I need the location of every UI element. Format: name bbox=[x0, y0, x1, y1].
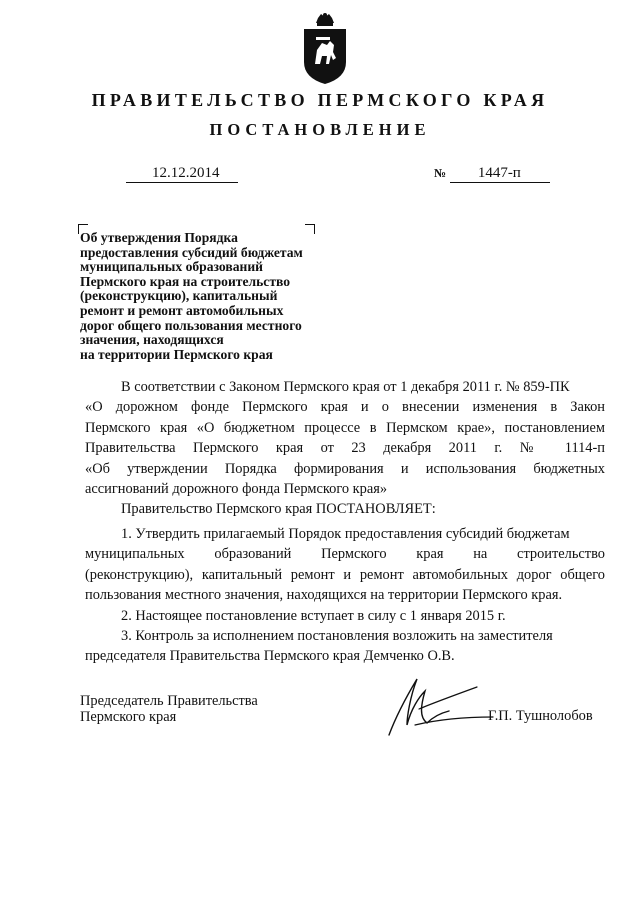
decree-number-field bbox=[434, 165, 550, 183]
signatory-position-line: Пермского края bbox=[80, 709, 177, 725]
preamble-line: ассигнований дорожного фонда Пермского края» bbox=[85, 481, 388, 498]
preamble-line: Правительства Пермского края от 23 декабря 2011 г. № 1114-п bbox=[85, 440, 605, 457]
item-1-line: (реконструкцию), капитальный ремонт и ремонт автомобильных дорог общего bbox=[85, 566, 605, 583]
decree-subject bbox=[80, 231, 380, 362]
subject-line: (реконструкцию), капитальный bbox=[80, 288, 278, 304]
resolution-statement: Правительство Пермского края ПОСТАНОВЛЯЕТ: bbox=[121, 501, 436, 518]
signatory-position-line: Председатель Правительства bbox=[80, 693, 258, 709]
item-1-paragraph bbox=[85, 524, 605, 667]
decree-date-field bbox=[126, 165, 238, 183]
handwritten-signature bbox=[385, 667, 500, 739]
preamble-line: В соответствии с Законом Пермского края от 1 декабря 2011 г. № 859-ПК bbox=[121, 379, 570, 395]
coat-of-arms-icon bbox=[300, 12, 350, 86]
subject-line: дорог общего пользования местного bbox=[80, 317, 302, 333]
item-2-line: 2. Настоящее постановление вступает в силу с 1 января 2015 г. bbox=[121, 607, 506, 624]
decree-number: 1447-п bbox=[450, 165, 550, 183]
preamble-line: Пермского края «О бюджетном процессе в Пермском крае», постановлением bbox=[85, 419, 605, 436]
document-type: ПОСТАНОВЛЕНИЕ bbox=[209, 120, 431, 139]
item-1-line: 1. Утвердить прилагаемый Порядок предоставления субсидий бюджетам bbox=[121, 526, 570, 542]
government-title: ПРАВИТЕЛЬСТВО ПЕРМСКОГО КРАЯ bbox=[91, 90, 549, 110]
subject-line: предоставления субсидий бюджетам bbox=[80, 244, 303, 260]
item-1-line: пользования местного значения, находящихся на территории Пермского края. bbox=[85, 587, 563, 604]
subject-line: ремонт и ремонт автомобильных bbox=[80, 302, 284, 318]
preamble-paragraph bbox=[85, 377, 605, 520]
subject-line: Об утверждения Порядка bbox=[80, 230, 238, 245]
preamble-line: «Об утверждении Порядка формирования и использования бюджетных bbox=[85, 460, 605, 477]
subject-line: муниципальных образований bbox=[80, 259, 264, 275]
item-3-line: председателя Правительства Пермского края Демченко О.В. bbox=[85, 648, 455, 665]
subject-line: значения, находящихся bbox=[80, 332, 224, 348]
item-3-line: 3. Контроль за исполнением постановления возложить на заместителя bbox=[121, 628, 553, 645]
signatory-position bbox=[80, 693, 258, 725]
signatory-name: Г.П. Тушнолобов bbox=[488, 708, 593, 724]
number-sign: № bbox=[434, 166, 447, 180]
decree-date: 12.12.2014 bbox=[126, 165, 238, 183]
subject-line: Пермского края на строительство bbox=[80, 273, 291, 289]
subject-line: на территории Пермского края bbox=[80, 346, 273, 362]
item-1-line: муниципальных образований Пермского края на строительство bbox=[85, 546, 605, 563]
preamble-line: «О дорожном фонде Пермского края и о внесении изменения в Закон bbox=[85, 399, 605, 416]
